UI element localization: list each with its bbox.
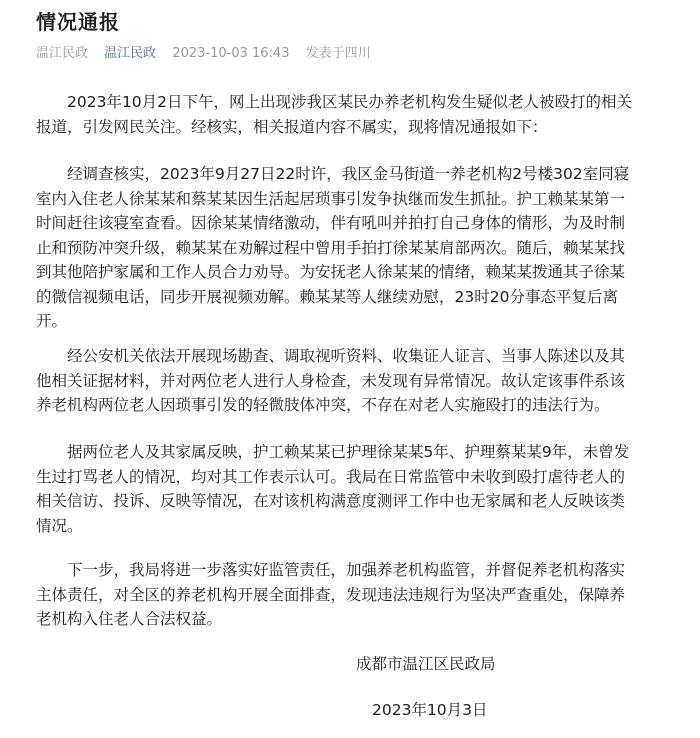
account-name-link[interactable]: 温江民政: [104, 46, 157, 61]
paragraph-2: [36, 162, 672, 334]
paragraph-5: [36, 558, 672, 632]
paragraph-line: 的微信视频电话，同步开展视频劝解。赖某某等人继续劝慰，23时20分事态平复后离: [36, 287, 618, 306]
paragraph-line: 老机构入住老人合法权益。: [36, 610, 223, 628]
paragraph-line: 止和预防冲突升级，赖某某在劝解过程中曾用手拍打徐某某肩部两次。随后，赖某某找: [36, 238, 626, 257]
paragraph-line: 下一步，我局将进一步落实好监管责任，加强养老机构监管，并督促养老机构落实: [67, 561, 626, 579]
article-meta: [36, 44, 383, 64]
paragraph-line: 时间赶往该寝室查看。因徐某某情绪激动，伴有吼叫并拍打自己身体的情形，为及时制: [36, 214, 626, 232]
paragraph-line: 相关信访、投诉、反映等情况，在对该机构满意度测评工作中也无家属和老人反映该类: [36, 492, 626, 510]
paragraph-line: 养老机构两位老人因琐事引发的轻微肢体冲突，不存在对老人实施殴打的违法行为。: [36, 396, 610, 414]
paragraph-line: 生过打骂老人的情况，均对其工作表示认可。我局在日常监管中未收到殴打虐待老人的: [36, 467, 626, 486]
meta-source: 温江民政: [36, 46, 89, 61]
publish-location: 发表于四川: [305, 46, 371, 61]
paragraph-line: 据两位老人及其家属反映，护工赖某某已护理徐某某5年、护理蔡某某9年，未曾发: [67, 443, 630, 461]
paragraph-line: 开。: [36, 312, 68, 330]
paragraph-line: 他相关证据材料，并对两位老人进行人身检查，未发现有异常情况。故认定该事件系该: [36, 371, 626, 390]
paragraph-1: [36, 90, 672, 139]
signature-org: 成都市温江区民政局: [356, 655, 496, 673]
paragraph-line: 主体责任，对全区的养老机构开展全面排查，发现违法违规行为坚决严查重处，保障养: [36, 585, 626, 604]
paragraph-line: 经公安机关依法开展现场勘查、调取视听资料、收集证人证言、当事人陈述以及其: [67, 347, 626, 365]
article-title: 情况通报: [36, 10, 120, 34]
signature-date: 2023年10月3日: [372, 701, 488, 719]
paragraph-line: 2023年10月2日下午，网上出现涉我区某民办养老机构发生疑似老人被殴打的相关: [67, 93, 633, 111]
publish-datetime: 2023-10-03 16:43: [172, 46, 290, 61]
paragraph-line: 报道，引发网民关注。经核实，相关报道内容不属实，现将情况通报如下：: [36, 117, 548, 136]
paragraph-3: [36, 344, 672, 418]
paragraph-line: 情况。: [36, 516, 83, 535]
paragraph-4: [36, 440, 672, 538]
paragraph-line: 经调查核实，2023年9月27日22时许，我区金马街道一养老机构2号楼302室同寝: [67, 165, 630, 183]
paragraph-line: 室内入住老人徐某某和蔡某某因生活起居琐事引发争执继而发生抓扯。护工赖某某第一: [36, 189, 626, 208]
paragraph-line: 到其他陪护家属和工作人员合力劝导。为安抚老人徐某某的情绪，赖某某拨通其子徐某: [36, 263, 626, 281]
